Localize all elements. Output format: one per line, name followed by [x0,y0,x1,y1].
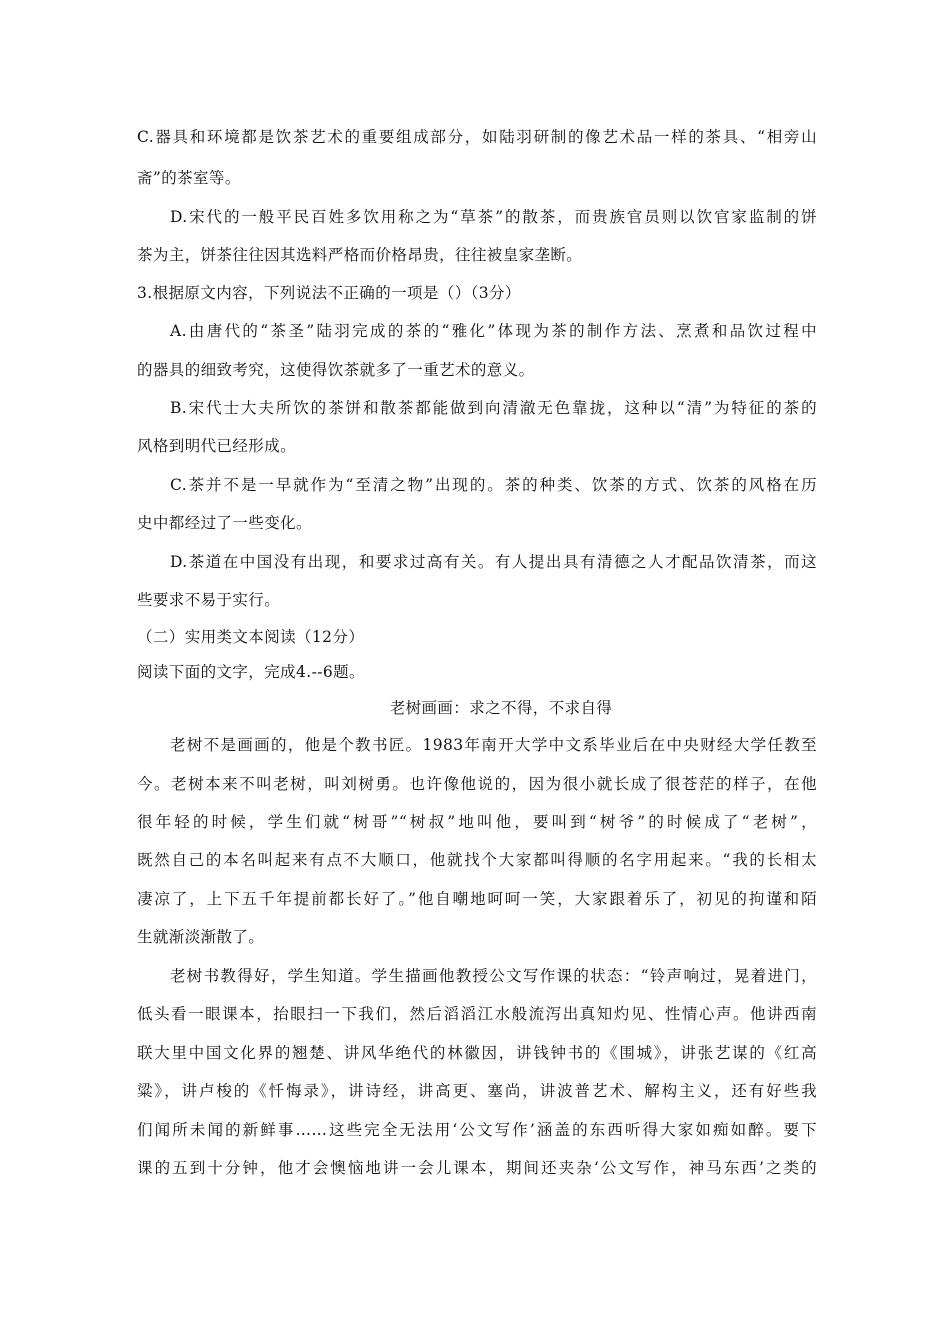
instruction: 阅读下面的文字，完成4.--6题。 [137,663,365,681]
article-title: 老树画画：求之不得，不求自得 [389,699,613,717]
option-c-line-1: C.器具和环境都是饮茶艺术的重要组成部分，如陆羽研制的像艺术品一样的茶具、“相旁山 [137,128,817,146]
para-2-line-5: 们闻所未闻的新鲜事……这些完全无法用‘公文写作’涵盖的东西听得大家如痴如醉。要下 [137,1121,817,1139]
option-d-line-1: D.宋代的一般平民百姓多饮用称之为“草茶”的散茶，而贵族官员则以饮官家监制的饼 [170,208,817,226]
q3-option-d-line-2: 些要求不易于实行。 [137,591,281,609]
para-2-line-4: 粱》，讲卢梭的《忏悔录》，讲诗经，讲高更、塞尚，讲波普艺术、解构主义，还有好些我 [137,1082,817,1100]
para-1-line-3: 很年轻的时候，学生们就“树哥”“树叔”地叫他，要叫到“树爷”的时候成了“老树”， [137,813,817,831]
q3-option-b-line-1: B.宋代士大夫所饮的茶饼和散茶都能做到向清澈无色靠拢，这种以“清”为特征的茶的 [170,399,817,417]
para-1-line-5: 凄凉了，上下五千年提前都长好了。”他自嘲地呵呵一笑，大家跟着乐了，初见的拘谨和陌 [137,890,817,908]
para-2-line-2: 低头看一眼课本，抬眼扫一下我们，然后滔滔江水般流泻出真知灼见、性情心声。他讲西南 [137,1005,817,1023]
q3-option-a-line-2: 的器具的细致考究，这使得饮茶就多了一重艺术的意义。 [137,361,535,379]
option-d-line-2: 茶为主，饼茶往往因其选料严格而价格昂贵，往往被皇家垄断。 [137,246,583,264]
para-1-line-1: 老树不是画画的，他是个教书匠。1983年南开大学中文系毕业后在中央财经大学任教至 [170,736,817,754]
para-1-line-2: 今。老树本来不叫老树，叫刘树勇。也许像他说的，因为很小就长成了很苍茫的样子，在他 [137,775,817,793]
q3-option-c-line-2: 史中都经过了一些变化。 [137,514,312,532]
para-2-line-3: 联大里中国文化界的翘楚、讲风华绝代的林徽因，讲钱钟书的《围城》，讲张艺谋的《红高 [137,1044,817,1062]
section-heading: （二）实用类文本阅读（12分） [137,628,365,646]
para-2-line-6: 课的五到十分钟，他才会懊恼地讲一会儿课本，期间还夹杂‘公文写作，神马东西’之类的 [137,1159,817,1177]
q3-option-c-line-1: C.茶并不是一早就作为“至清之物”出现的。茶的种类、饮茶的方式、饮茶的风格在历 [170,476,817,494]
para-1-line-4: 既然自己的本名叫起来有点不大顺口，他就找个大家都叫得顺的名字用起来。“我的长相太 [137,851,817,869]
q3-option-d-line-1: D.茶道在中国没有出现，和要求过高有关。有人提出具有清德之人才配品饮清茶，而这 [170,553,817,571]
option-c-line-2: 斋”的茶室等。 [137,169,241,187]
para-2-line-1: 老树书教得好，学生知道。学生描画他教授公文写作课的状态：“铃声响过，晃着进门， [170,967,817,985]
para-1-line-6: 生就渐淡渐散了。 [137,928,265,946]
question-3: 3.根据原文内容，下列说法不正确的一项是（）（3分） [137,284,521,302]
q3-option-a-line-1: A.由唐代的“茶圣”陆羽完成的茶的“雅化”体现为茶的制作方法、烹煮和品饮过程中 [170,322,817,340]
q3-option-b-line-2: 风格到明代已经形成。 [137,437,297,455]
